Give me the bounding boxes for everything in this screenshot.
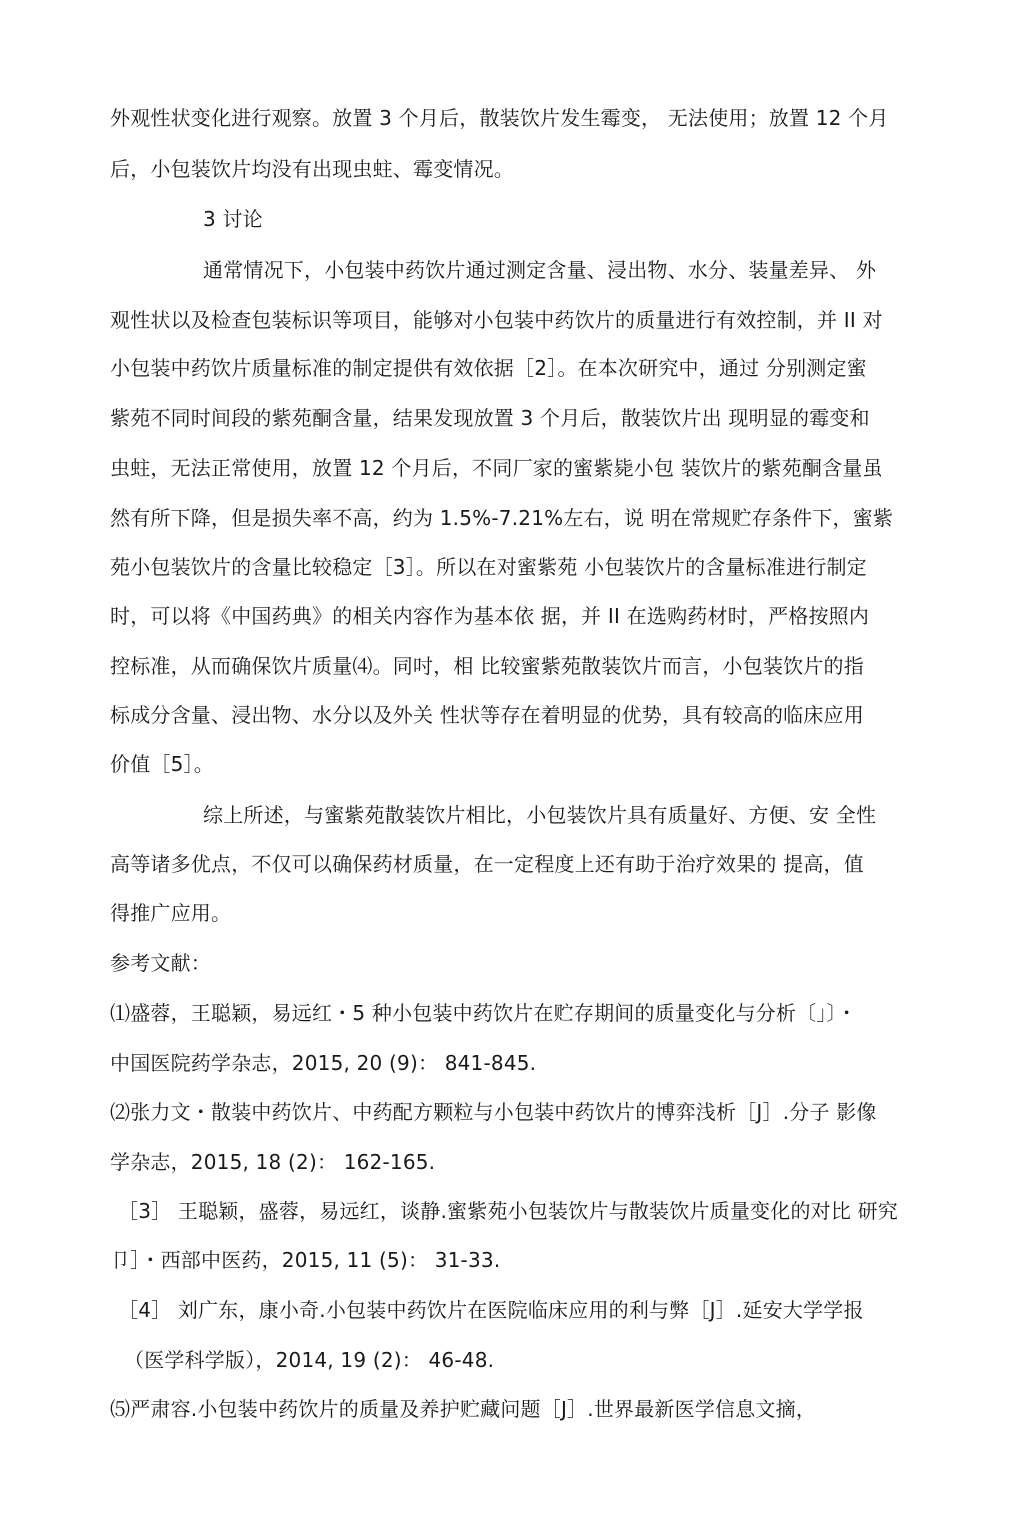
body-text-line: 后，小包装饮片均没有出现虫蛀、霉变情况。 — [110, 157, 514, 181]
reference-item-continuation: （医学科学版），2014, 19 (2)： 46-48. — [124, 1348, 495, 1372]
body-text-line: 标成分含量、浸出物、水分以及外关 性状等存在着明显的优势，具有较高的临床应用 — [110, 703, 864, 727]
paragraph-first-line: 通常情况下，小包装中药饮片通过测定含量、浸出物、水分、装量差异、 外 — [203, 258, 877, 282]
body-text-line: 紫苑不同时间段的紫苑酮含量，结果发现放置 3 个月后，散装饮片出 现明显的霉变和 — [110, 406, 870, 430]
reference-item: ⑸严肃容.小包装中药饮片的质量及养护贮藏问题［J］.世界最新医学信息文摘， — [110, 1397, 817, 1421]
paragraph-first-line: 综上所述，与蜜紫苑散装饮片相比，小包装饮片具有质量好、方便、安 全性 — [203, 803, 877, 827]
body-text-line: 虫蛀，无法正常使用，放置 12 个月后，不同厂家的蜜紫毙小包 装饮片的紫苑酮含量虽 — [110, 456, 883, 480]
body-text-line: 小包装中药饮片质量标准的制定提供有效依据［2］。在本次研究中，通过 分别测定蜜 — [110, 356, 867, 380]
reference-item-continuation: 卩］・西部中医药，2015, 11 (5)： 31-33. — [110, 1248, 501, 1272]
body-text-line: 外观性状变化进行观察。放置 3 个月后，散装饮片发生霉变， 无法使用；放置 12 个月 — [110, 106, 889, 130]
reference-item: ⑴盛蓉，王聪颖，易远红・5 种小包装中药饮片在贮存期间的质量变化与分析〔」〕・ — [110, 1001, 857, 1025]
body-text-line: 苑小包装饮片的含量比较稳定［3］。所以在对蜜紫苑 小包装饮片的含量标准进行制定 — [110, 555, 867, 579]
body-text-line: 价值［5］。 — [110, 752, 214, 776]
section-heading: 3 讨论 — [203, 207, 263, 231]
reference-item-continuation: 学杂志，2015, 18 (2)： 162-165. — [110, 1150, 436, 1174]
body-text-line: 高等诸多优点，不仅可以确保药材质量，在一定程度上还有助于治疗效果的 提高，值 — [110, 852, 864, 876]
reference-item: ［4］ 刘广东，康小奇.小包装中药饮片在医院临床应用的利与弊［J］.延安大学学报 — [118, 1298, 864, 1322]
reference-item-continuation: 中国医院药学杂志，2015, 20 (9)： 841-845. — [110, 1051, 537, 1075]
reference-item: ［3］ 王聪颖，盛蓉，易远红，谈静.蜜紫苑小包装饮片与散装饮片质量变化的对比 研究 — [118, 1199, 898, 1223]
body-text-line: 得推广应用。 — [110, 901, 232, 925]
reference-item: ⑵张力文・散装中药饮片、中药配方颗粒与小包装中药饮片的博弈浅析［J］.分子 影像 — [110, 1100, 877, 1124]
body-text-line: 然有所下降，但是损失率不高，约为 1.5%-7.21%左右，说 明在常规贮存条件下，蜜紫 — [110, 506, 894, 530]
body-text-line: 控标准，从而确保饮片质量⑷。同吋，相 比较蜜紫苑散装饮片而言，小包装饮片的指 — [110, 654, 864, 678]
references-heading: 参考文献： — [110, 951, 211, 975]
body-text-line: 时，可以将《中国药典》的相关内容作为基本依 据，并 II 在选购药材时，严格按照内 — [110, 604, 870, 628]
body-text-line: 观性状以及检查包装标识等项目，能够对小包装中药饮片的质量进行有效控制，并 II 对 — [110, 308, 883, 332]
